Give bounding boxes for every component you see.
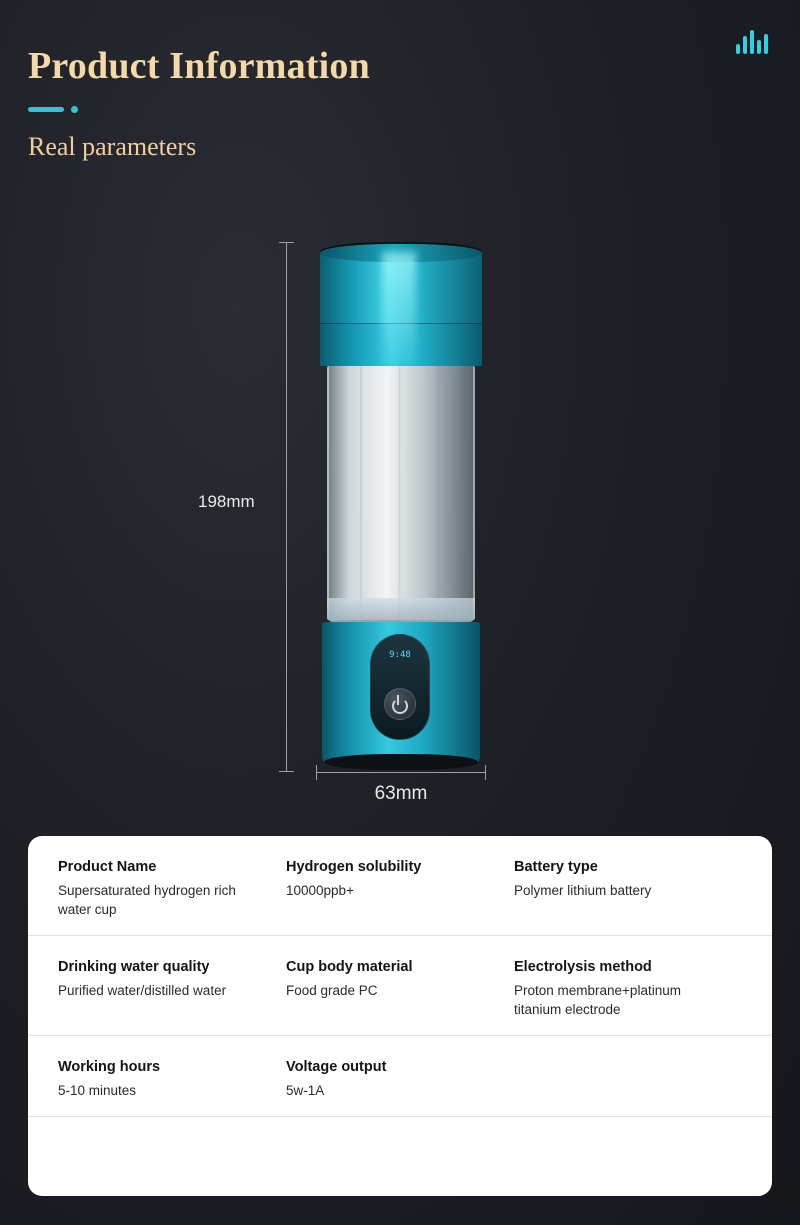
spec-cell	[58, 1058, 286, 1100]
spec-cell	[514, 1058, 742, 1100]
spec-label: Working hours	[58, 1059, 161, 1076]
card-bottom-spacer	[28, 1117, 772, 1157]
glass-bottom-rim	[327, 598, 475, 622]
spec-value: 5w-1A	[286, 1083, 325, 1099]
product-image	[314, 242, 488, 772]
width-dimension-line	[316, 772, 486, 773]
base-shadow	[324, 754, 478, 770]
spec-value: Purified water/distilled water	[58, 983, 227, 998]
spec-row	[28, 1036, 772, 1117]
spec-label: Drinking water quality	[58, 959, 210, 976]
spec-cell	[286, 958, 514, 1019]
power-icon-stem	[397, 695, 403, 705]
spec-cell	[286, 858, 514, 919]
spec-cell	[514, 858, 742, 919]
height-dimension-label: 198mm	[198, 492, 255, 511]
spec-row	[28, 936, 772, 1036]
spec-label: Electrolysis method	[514, 959, 652, 976]
spec-label: Hydrogen solubility	[286, 859, 422, 875]
device-screen-time: 9:48	[389, 650, 411, 660]
specifications-card	[28, 836, 772, 1196]
width-dimension-label: 63mm	[374, 783, 428, 804]
spec-value: Proton membrane+platinum titanium electrode	[514, 983, 681, 1018]
spec-value: Food grade PC	[286, 983, 378, 998]
spec-label: Product Name	[58, 859, 157, 875]
underline-bar	[28, 107, 64, 112]
spec-value: Polymer lithium battery	[514, 882, 652, 898]
spec-value: Supersaturated hydrogen rich water cup	[58, 882, 236, 917]
page-subtitle: Real parameters	[28, 132, 197, 161]
spec-value: 10000ppb+	[286, 882, 354, 898]
underline-dot	[71, 106, 78, 113]
height-dimension-line	[286, 242, 287, 772]
spec-cell	[58, 958, 286, 1019]
spec-label: Battery type	[514, 859, 598, 875]
spec-cell	[514, 958, 742, 1019]
lid-highlight	[382, 252, 416, 366]
page-title: Product Information	[28, 45, 370, 87]
spec-label: Voltage output	[286, 1059, 387, 1076]
spec-label: Cup body material	[286, 959, 413, 976]
spec-value: 5-10 minutes	[58, 1083, 137, 1099]
glass-facets	[327, 366, 475, 620]
equalizer-icon	[736, 28, 768, 54]
spec-cell	[58, 858, 286, 919]
product-figure	[0, 225, 800, 805]
spec-cell	[286, 1058, 514, 1100]
title-underline	[28, 106, 78, 113]
spec-row	[28, 836, 772, 936]
